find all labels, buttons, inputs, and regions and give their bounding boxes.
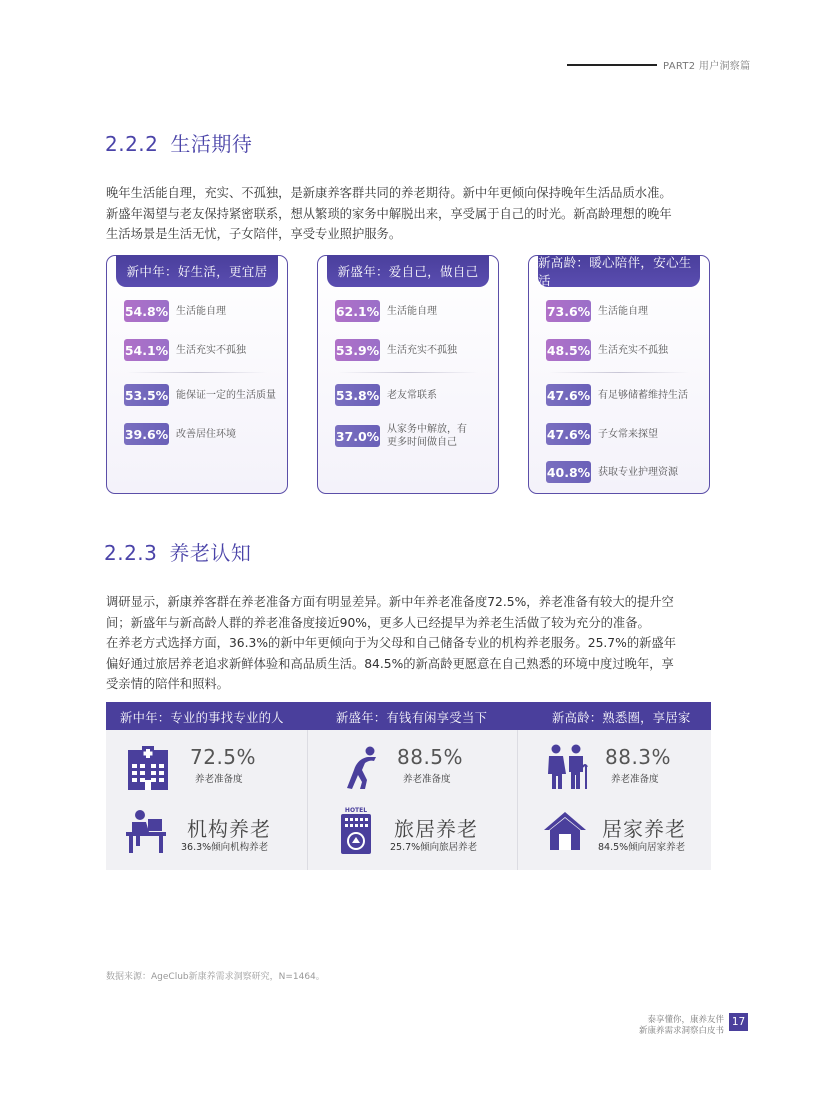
stat-label: 改善居住环境 xyxy=(176,428,236,440)
section-heading: 生活期待 xyxy=(170,132,253,156)
stat-percent: 73.6% xyxy=(546,300,591,322)
stat-label xyxy=(387,423,467,449)
column-header: 新高龄：熟悉圈，享居家 xyxy=(552,711,691,725)
readiness-label: 养老准备度 xyxy=(195,774,243,785)
stat-label: 生活能自理 xyxy=(176,305,226,317)
section-paragraph xyxy=(106,183,716,245)
stat-label: 有足够储蓄维持生活 xyxy=(598,389,688,401)
stat-label: 老友常联系 xyxy=(387,389,437,401)
paragraph-line: 调研显示，新康养客群在养老准备方面有明显差异。新中年养老准备度72.5%，养老准备有较大的提升空 xyxy=(106,595,674,609)
readiness-label: 养老准备度 xyxy=(611,774,659,785)
stat-item xyxy=(124,300,283,322)
stat-item xyxy=(335,300,494,322)
desk-worker-icon xyxy=(126,809,166,857)
stat-item xyxy=(546,384,705,406)
column-divider xyxy=(307,730,308,870)
section-number: 2.2.3 xyxy=(104,541,158,565)
stat-percent: 54.1% xyxy=(124,339,169,361)
readiness-label: 养老准备度 xyxy=(403,774,451,785)
readiness-value: 88.3% xyxy=(605,745,672,769)
data-source-note: 数据来源：AgeClub新康养需求洞察研究，N=1464。 xyxy=(106,972,325,982)
retirement-mode-label: 36.3%倾向机构养老 xyxy=(181,842,269,853)
retirement-mode-label: 84.5%倾向居家养老 xyxy=(598,842,686,853)
column-divider xyxy=(517,730,518,870)
section-title-life-expectation xyxy=(105,128,252,157)
header-rule xyxy=(567,64,657,66)
paragraph-line: 偏好通过旅居养老追求新鲜体验和高品质生活。84.5%的新高龄更愿意在自己熟悉的环境中度过晚年，享 xyxy=(106,656,674,671)
footer-slogan: 泰享懂你，康养友伴 xyxy=(647,1015,724,1025)
retirement-mode-table xyxy=(106,702,711,870)
stat-item xyxy=(335,339,494,361)
section-paragraph xyxy=(106,592,716,695)
stat-label: 生活充实不孤独 xyxy=(598,344,668,356)
column-header: 新中年：专业的事找专业的人 xyxy=(120,711,284,725)
stat-label: 能保证一定的生活质量 xyxy=(176,389,276,401)
paragraph-line: 间；新盛年与新高龄人群的养老准备度接近90%，更多人已经提早为养老生活做了较为充分的准备。 xyxy=(106,615,650,630)
card-title: 新盛年：爱自己，做自己 xyxy=(327,255,489,287)
card-title: 新高龄：暖心陪伴，安心生活 xyxy=(538,255,700,287)
stat-item xyxy=(335,384,494,406)
stat-item xyxy=(124,339,283,361)
hotel-icon xyxy=(338,806,374,858)
divider xyxy=(549,372,689,373)
stat-label: 生活充实不孤独 xyxy=(387,344,457,356)
stat-item xyxy=(546,300,705,322)
stat-label: 获取专业护理资源 xyxy=(598,466,678,478)
retirement-mode-label: 25.7%倾向旅居养老 xyxy=(390,842,478,853)
exercise-icon xyxy=(341,746,377,794)
retirement-mode: 机构养老 xyxy=(187,817,271,841)
footer-report-title: 新康养需求洞察白皮书 xyxy=(638,1026,724,1036)
paragraph-line: 新盛年渴望与老友保持紧密联系，想从繁琐的家务中解脱出来，享受属于自己的时光。新高龄理想的晚年 xyxy=(106,206,672,221)
stat-percent: 39.6% xyxy=(124,423,169,445)
stat-item xyxy=(546,461,705,483)
divider xyxy=(338,372,478,373)
stat-percent: 53.5% xyxy=(124,384,169,406)
paragraph-line: 晚年生活能自理，充实、不孤独，是新康养客群共同的养老期待。新中年更倾向保持晚年生活品质水准。 xyxy=(106,186,672,200)
card-title: 新中年：好生活，更宜居 xyxy=(116,255,278,287)
expectation-card-prime-age xyxy=(317,255,499,494)
column-header: 新盛年：有钱有闲享受当下 xyxy=(336,711,488,725)
hotel-sign: HOTEL xyxy=(344,807,368,814)
stat-percent: 48.5% xyxy=(546,339,591,361)
stat-label: 生活能自理 xyxy=(598,305,648,317)
paragraph-line: 在养老方式选择方面，36.3%的新中年更倾向于为父母和自己储备专业的机构养老服务。25.7%的新盛年 xyxy=(106,636,677,650)
table-header xyxy=(106,702,711,730)
divider xyxy=(127,372,267,373)
stat-label: 生活能自理 xyxy=(387,305,437,317)
hospital-icon xyxy=(126,746,170,794)
stat-label: 子女常来探望 xyxy=(598,428,658,440)
retirement-mode: 居家养老 xyxy=(602,817,686,841)
stat-label-line: 更多时间做自己 xyxy=(387,437,457,448)
expectation-card-middle-age xyxy=(106,255,288,494)
section-number: 2.2.2 xyxy=(105,132,159,156)
header-section-label: PART2 用户洞察篇 xyxy=(663,61,751,72)
stat-percent: 40.8% xyxy=(546,461,591,483)
stat-item xyxy=(335,423,494,449)
stat-percent: 37.0% xyxy=(335,425,380,447)
stat-percent: 47.6% xyxy=(546,384,591,406)
page-number: 17 xyxy=(729,1013,748,1031)
paragraph-line: 受亲情的陪伴和照料。 xyxy=(106,677,229,691)
stat-percent: 53.8% xyxy=(335,384,380,406)
stat-label-line: 从家务中解放，有 xyxy=(387,424,467,435)
stat-item xyxy=(546,339,705,361)
stat-percent: 53.9% xyxy=(335,339,380,361)
retirement-mode: 旅居养老 xyxy=(394,817,478,841)
section-heading: 养老认知 xyxy=(169,541,252,565)
elderly-couple-icon xyxy=(544,744,590,794)
stat-percent: 62.1% xyxy=(335,300,380,322)
house-icon xyxy=(542,810,588,854)
readiness-value: 88.5% xyxy=(397,745,464,769)
readiness-value: 72.5% xyxy=(190,745,257,769)
stat-label: 生活充实不孤独 xyxy=(176,344,246,356)
stat-item xyxy=(546,423,705,445)
stat-percent: 47.6% xyxy=(546,423,591,445)
section-title-retirement-cognition xyxy=(104,537,251,566)
expectation-card-senior-age xyxy=(528,255,710,494)
stat-percent: 54.8% xyxy=(124,300,169,322)
stat-item xyxy=(124,384,283,406)
stat-item xyxy=(124,423,283,445)
paragraph-line: 生活场景是生活无忧，子女陪伴，享受专业照护服务。 xyxy=(106,227,402,241)
